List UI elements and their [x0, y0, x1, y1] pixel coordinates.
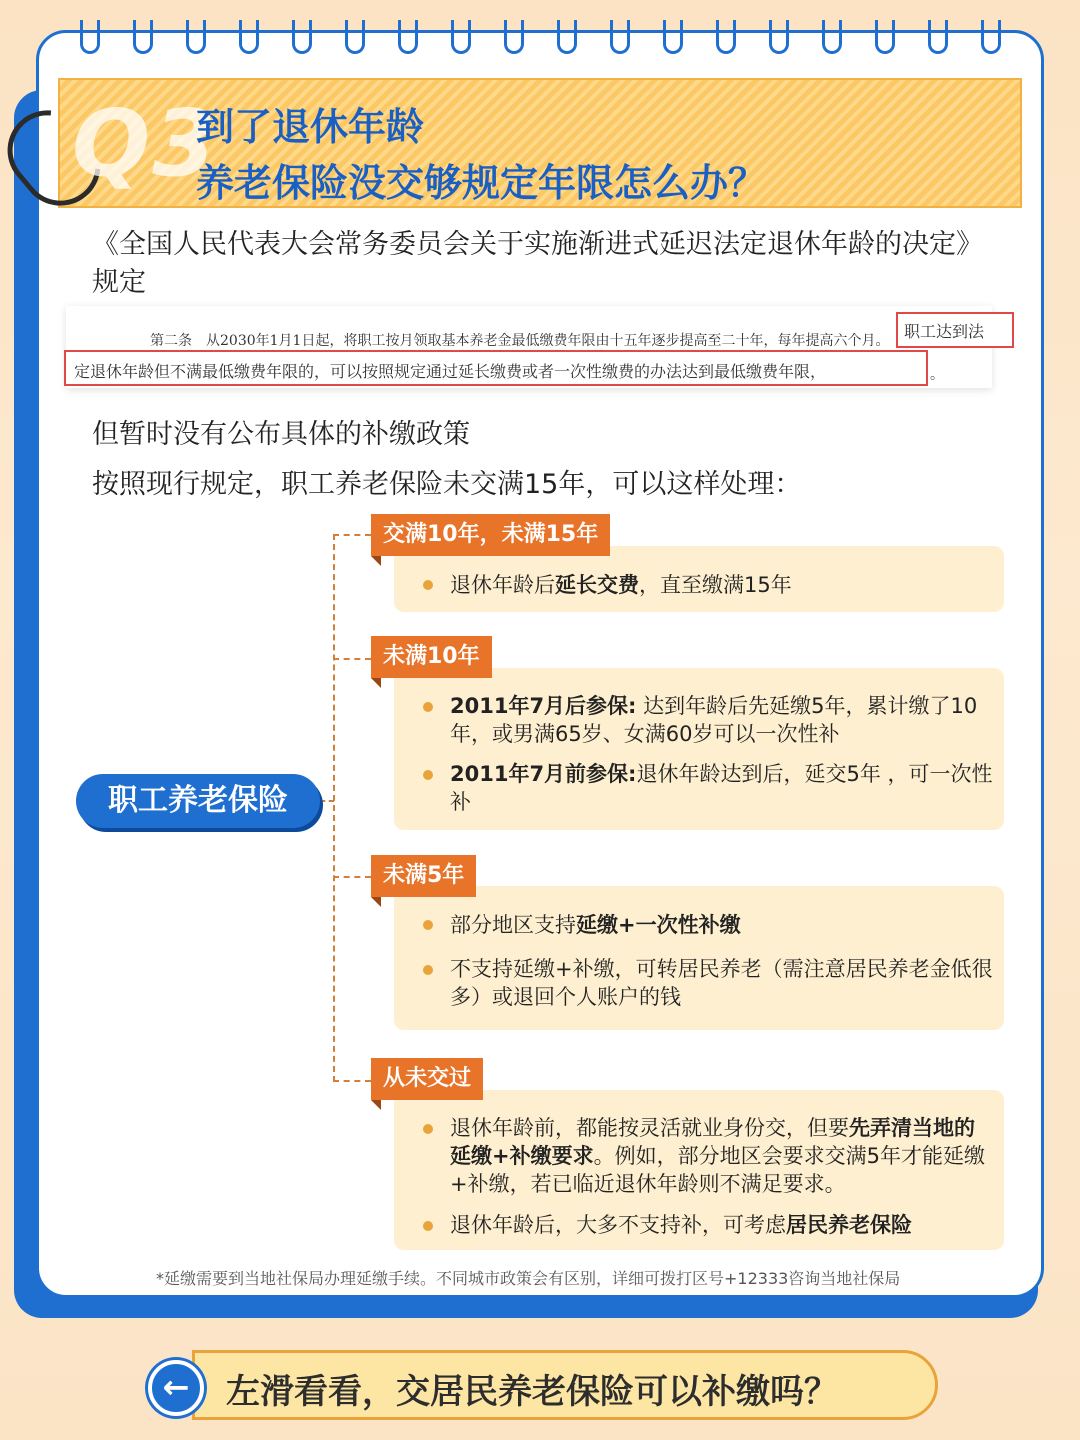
branch-item: 部分地区支持延缴+一次性补缴	[450, 913, 741, 937]
bullet-icon	[423, 1124, 433, 1134]
branch-tag: 未满10年	[371, 636, 492, 678]
paragraph-1: 但暂时没有公布具体的补缴政策	[92, 419, 470, 450]
ring-icon	[716, 20, 736, 54]
branch-item: 退休年龄后延长交费，直至缴满15年	[450, 573, 792, 597]
ring-icon	[822, 20, 842, 54]
footnote: *延缴需要到当地社保局办理延缴手续。不同城市政策会有区别，详细可拨打区号+12333咨询当地社保局	[156, 1269, 901, 1288]
ring-icon	[345, 20, 365, 54]
bullet-icon	[423, 580, 433, 590]
notebook-rings	[80, 20, 1020, 60]
branch-item: 2011年7月后参保: 达到年龄后先延缴5年，累计缴了10年，或男满65岁、女满60岁可以一次性补	[450, 694, 978, 746]
ring-icon	[981, 20, 1001, 54]
law-tail: 。	[930, 367, 944, 383]
branch-item: 退休年龄前，都能按灵活就业身份交，但要先弄清当地的延缴+补缴要求。例如，部分地区会要求交满5年才能延缴+补缴，若已临近退休年龄则不满足要求。	[450, 1116, 985, 1196]
title-line-1: 到了退休年龄	[196, 105, 425, 149]
branch-item: 退休年龄后，大多不支持补，可考虑居民养老保险	[450, 1213, 912, 1237]
branch-tag: 未满5年	[371, 855, 476, 897]
branch-tag: 交满10年，未满15年	[371, 514, 610, 556]
title-line-2: 养老保险没交够规定年限怎么办？	[196, 161, 767, 205]
bullet-icon	[423, 920, 433, 930]
ring-icon	[875, 20, 895, 54]
paragraph-2: 按照现行规定，职工养老保险未交满15年，可以这样处理：	[92, 469, 802, 500]
branch-connector	[333, 876, 371, 878]
branch-connector	[333, 658, 371, 660]
question-number: Q3	[72, 90, 219, 197]
ring-icon	[504, 20, 524, 54]
ring-icon	[663, 20, 683, 54]
ring-icon	[80, 20, 100, 54]
next-page-text: 左滑看看，交居民养老保险可以补缴吗？	[226, 1372, 838, 1412]
bullet-icon	[423, 1221, 433, 1231]
ring-icon	[557, 20, 577, 54]
law-highlight-small: 职工达到法	[896, 312, 1014, 348]
ring-icon	[292, 20, 312, 54]
ring-icon	[398, 20, 418, 54]
branch-item: 不支持延缴+补缴，可转居民养老（需注意居民养老金低很多）或退回个人账户的钱	[450, 957, 993, 1009]
branch-connector	[333, 534, 371, 536]
ring-icon	[133, 20, 153, 54]
bullet-icon	[423, 702, 433, 712]
branch-tag: 从未交过	[371, 1058, 483, 1100]
mindmap-trunk	[333, 534, 335, 1082]
bullet-icon	[423, 770, 433, 780]
ring-icon	[451, 20, 471, 54]
ring-icon	[928, 20, 948, 54]
ring-icon	[610, 20, 630, 54]
arrow-left-icon[interactable]: ←	[148, 1360, 204, 1416]
ring-icon	[239, 20, 259, 54]
mindmap-root-link	[320, 800, 334, 802]
ring-icon	[186, 20, 206, 54]
law-article-text: 第二条 从2030年1月1日起，将职工按月领取基本养老金最低缴费年限由十五年逐步提高至二十年，每年提高六个月。	[150, 333, 890, 349]
law-highlight-line: 定退休年龄但不满最低缴费年限的，可以按照规定通过延长缴费或者一次性缴费的办法达到最低缴费年限，	[64, 350, 928, 386]
mindmap-root: 职工养老保险	[76, 774, 320, 828]
intro-text: 《全国人民代表大会常务委员会关于实施渐进式延迟法定退休年龄的决定》规定	[92, 229, 970, 298]
branch-connector	[333, 1080, 371, 1082]
ring-icon	[769, 20, 789, 54]
branch-item: 2011年7月前参保:退休年龄达到后，延交5年 ，可一次性补	[450, 762, 993, 814]
bullet-icon	[423, 965, 433, 975]
